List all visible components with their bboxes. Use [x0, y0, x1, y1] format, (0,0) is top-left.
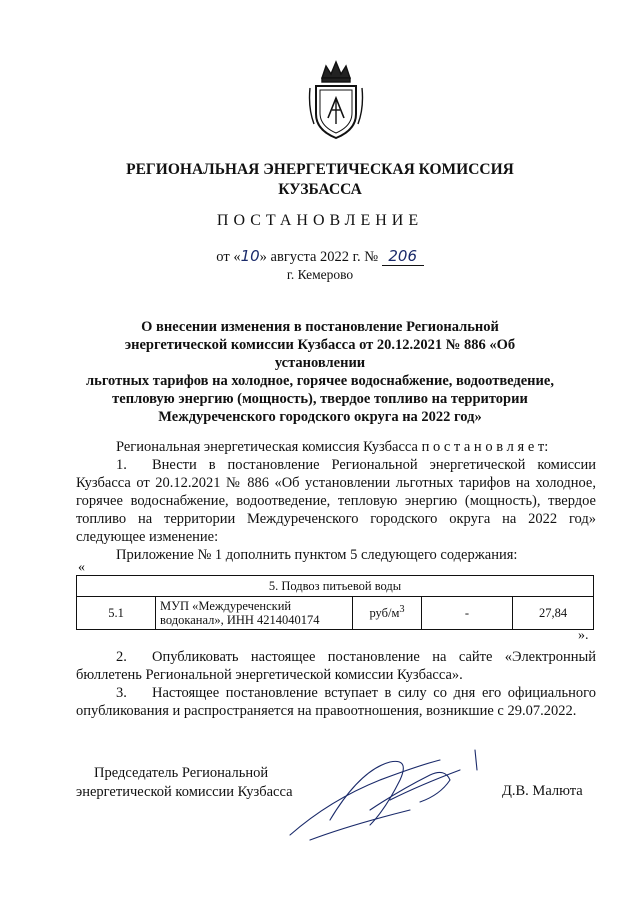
- unit-superscript: 3: [399, 604, 405, 616]
- title-line-1: О внесении изменения в постановление Региональной: [141, 319, 499, 335]
- org-line-2: КУЗБАССА: [278, 181, 362, 198]
- tariff-table: [76, 575, 594, 630]
- org-line-1: РЕГИОНАЛЬНАЯ ЭНЕРГЕТИЧЕСКАЯ КОМИССИЯ: [126, 161, 514, 178]
- position-line-1: Председатель Региональной: [94, 765, 269, 781]
- unit-base: руб/м: [369, 606, 400, 621]
- document-type: ПОСТАНОВЛЕНИЕ: [216, 212, 424, 229]
- document-body-continued: [76, 648, 596, 720]
- table-row: [77, 597, 594, 630]
- quote-close: ».: [578, 628, 589, 643]
- coat-of-arms-icon: [308, 58, 364, 142]
- date-day: 10: [240, 247, 260, 265]
- item-1-number: 1.: [116, 457, 127, 473]
- row-unit: [353, 597, 422, 630]
- item-2-number: 2.: [116, 649, 127, 665]
- handwritten-signature: [270, 740, 490, 850]
- item-1-sub: Приложение № 1 дополнить пунктом 5 следующего содержания:: [116, 547, 518, 563]
- item-2-text: Опубликовать настоящее постановление на сайте «Электронный бюллетень Региональной энергетической комиссии Кузбасса».: [76, 649, 596, 683]
- quote-open: «: [78, 560, 85, 575]
- position-line-2: энергетической комиссии Кузбасса: [76, 784, 293, 800]
- row-value-2: 27,84: [513, 597, 594, 630]
- document-title: [78, 318, 562, 426]
- row-organization: МУП «Междуреченский водоканал», ИНН 4214040174: [156, 597, 353, 630]
- item-3-text: Настоящее постановление вступает в силу со дня его официального опубликования и распространяется на правоотношения, возникшие с 29.07.2022.: [76, 685, 596, 719]
- date-prefix: от «: [216, 249, 241, 265]
- city: г. Кемерово: [286, 267, 354, 282]
- item-3-number: 3.: [116, 685, 127, 701]
- item-2: [76, 648, 596, 684]
- signatory-name: Д.В. Малюта: [502, 783, 583, 799]
- document-number: 206: [382, 247, 424, 266]
- organization-name: [90, 160, 550, 200]
- date-middle: » августа 2022 г. №: [259, 249, 379, 265]
- document-body: [76, 438, 596, 564]
- item-3: [76, 684, 596, 720]
- row-number: 5.1: [77, 597, 156, 630]
- title-line-3: льготных тарифов на холодное, горячее водоснабжение, водоотведение,: [86, 373, 554, 389]
- title-line-5: Междуреченского городского округа на 2022 год»: [158, 409, 482, 425]
- title-line-4: тепловую энергию (мощность), твердое топливо на территории: [112, 391, 528, 407]
- item-1-text: Внести в постановление Региональной энергетической комиссии Кузбасса от 20.12.2021 № 886 «Об установлении льготных тарифов на холодное, горячее водоснабжение, водоотведение, тепловую энергию (мощность), твердое топливо на территории Междуреченского городского округа на 2022 год» следующее изменение:: [76, 457, 596, 545]
- document-date-line: [90, 247, 550, 266]
- preamble: Региональная энергетическая комиссия Кузбасса п о с т а н о в л я е т:: [116, 439, 549, 455]
- title-line-2: энергетической комиссии Кузбасса от 20.12.2021 № 886 «Об установлении: [124, 337, 516, 371]
- table-section-header: 5. Подвоз питьевой воды: [77, 576, 594, 597]
- item-1: [76, 456, 596, 546]
- row-value-1: -: [422, 597, 513, 630]
